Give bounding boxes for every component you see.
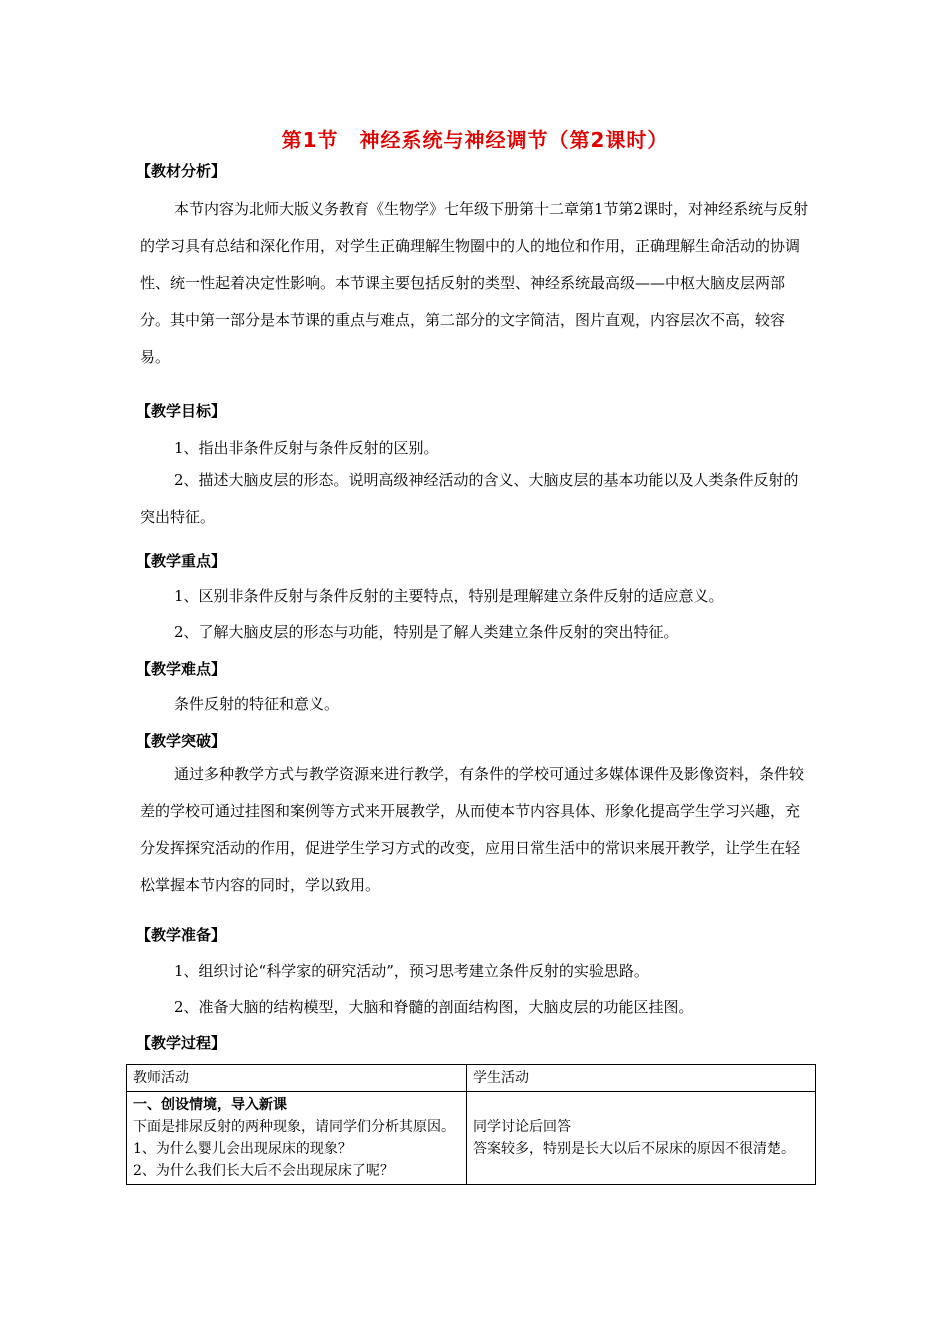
process-table bbox=[126, 1064, 816, 1185]
document-title: 第1节 神经系统与神经调节（第2课时） bbox=[281, 128, 669, 152]
analysis-text: 本节内容为北师大版义务教育《生物学》七年级下册第十二章第1节第2课时，对神经系统与反射的学习具有总结和深化作用，对学生正确理解生物圈中的人的地位和作用，正确理解生命活动的协调性、统一性起着决定性影响。本节课主要包括反射的类型、神经系统最高级——中枢大脑皮层两部分。其中第一部分是本节课的重点与难点，第二部分的文字简洁，图片直观，内容层次不高，较容易。 bbox=[140, 200, 809, 366]
table-row bbox=[127, 1092, 816, 1185]
goal-item-2: 2、描述大脑皮层的形态。说明高级神经活动的含义、大脑皮层的基本功能以及人类条件反射的突出特征。 bbox=[140, 471, 799, 526]
heading-preparation: 【教学准备】 bbox=[136, 926, 227, 944]
header-student: 学生活动 bbox=[467, 1065, 816, 1092]
teacher-section-title: 一、创设情境，导入新课 bbox=[133, 1097, 287, 1113]
difficulty-text: 条件反射的特征和意义。 bbox=[174, 695, 340, 713]
goal-item-1: 1、指出非条件反射与条件反射的区别。 bbox=[174, 439, 439, 457]
heading-goals: 【教学目标】 bbox=[136, 402, 227, 420]
heading-key-points: 【教学重点】 bbox=[136, 552, 227, 570]
heading-breakthrough: 【教学突破】 bbox=[136, 732, 227, 750]
student-activity-2: 答案较多，特别是长大以后不尿床的原因不很清楚。 bbox=[473, 1141, 795, 1157]
preparation-item-1: 1、组织讨论“科学家的研究活动”，预习思考建立条件反射的实验思路。 bbox=[174, 962, 649, 980]
table-header-row bbox=[127, 1065, 816, 1092]
breakthrough-text: 通过多种教学方式与教学资源来进行教学，有条件的学校可通过多媒体课件及影像资料，条件较差的学校可通过挂图和案例等方式来开展教学，从而使本节内容具体、形象化提高学生学习兴趣，充分发挥探究活动的作用，促进学生学习方式的改变，应用日常生活中的常识来展开教学，让学生在轻松掌握本节内容的同时，学以致用。 bbox=[140, 765, 805, 894]
preparation-item-2: 2、准备大脑的结构模型，大脑和脊髓的剖面结构图，大脑皮层的功能区挂图。 bbox=[174, 998, 694, 1016]
student-activity-1: 同学讨论后回答 bbox=[473, 1119, 571, 1135]
student-cell bbox=[467, 1092, 816, 1185]
teacher-intro: 下面是排尿反射的两种现象，请同学们分析其原因。 bbox=[133, 1119, 455, 1135]
heading-difficulties: 【教学难点】 bbox=[136, 660, 227, 678]
heading-analysis: 【教材分析】 bbox=[136, 162, 227, 180]
key-point-item-2: 2、了解大脑皮层的形态与功能，特别是了解人类建立条件反射的突出特征。 bbox=[174, 623, 679, 641]
teacher-cell bbox=[127, 1092, 467, 1185]
teacher-question-2: 2、为什么我们长大后不会出现尿床了呢？ bbox=[133, 1163, 394, 1179]
teacher-question-1: 1、为什么婴儿会出现尿床的现象？ bbox=[133, 1141, 352, 1157]
key-point-item-1: 1、区别非条件反射与条件反射的主要特点，特别是理解建立条件反射的适应意义。 bbox=[174, 587, 724, 605]
heading-process: 【教学过程】 bbox=[136, 1034, 227, 1052]
header-teacher: 教师活动 bbox=[127, 1065, 467, 1092]
